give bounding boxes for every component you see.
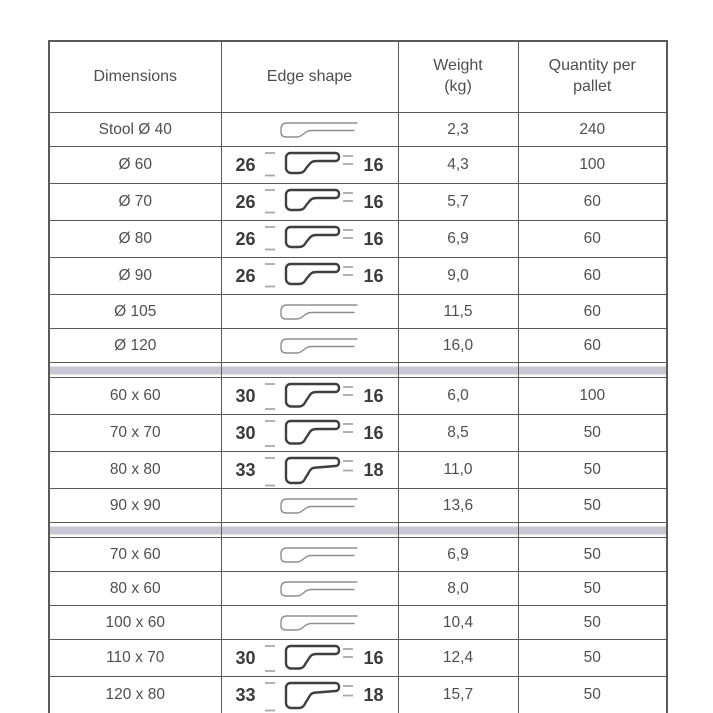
edge-profile-icon <box>264 452 356 488</box>
quantity-cell: 60 <box>518 184 667 221</box>
quantity-cell: 50 <box>518 415 667 452</box>
edge-thickness-left: 30 <box>235 648 256 668</box>
edge-shape <box>222 258 398 294</box>
column-header-dimensions <box>49 41 221 113</box>
table-row <box>49 221 667 258</box>
group-separator-band <box>221 523 398 538</box>
table-row <box>49 538 667 572</box>
column-header-line: Quantity per <box>548 57 636 75</box>
edge-profile-icon <box>264 184 356 220</box>
dimensions-cell: 90 x 90 <box>49 489 221 523</box>
edge-thickness-right: 16 <box>363 192 384 212</box>
edge-shape-cell <box>221 184 398 221</box>
edge-shape-cell <box>221 452 398 489</box>
edge-shape <box>222 415 398 451</box>
edge-thickness-right: 16 <box>363 229 384 249</box>
group-separator-band <box>49 523 221 538</box>
edge-thickness-left: 26 <box>235 192 256 212</box>
edge-shape-cell <box>221 378 398 415</box>
dimensions-cell: 120 x 80 <box>49 677 221 713</box>
edge-shape-cell <box>221 295 398 329</box>
edge-thickness-left: 26 <box>235 155 256 175</box>
edge-thickness-right: 18 <box>363 460 384 480</box>
column-header-edge_shape <box>221 41 398 113</box>
table-row <box>49 677 667 713</box>
edge-shape <box>222 493 398 519</box>
edge-shape <box>222 184 398 220</box>
edge-thickness-left: 33 <box>235 685 256 705</box>
group-separator-band <box>518 523 667 538</box>
table-row <box>49 415 667 452</box>
edge-thickness-left: 26 <box>235 229 256 249</box>
quantity-cell: 50 <box>518 489 667 523</box>
table-row <box>49 295 667 329</box>
edge-thickness-right: 16 <box>363 266 384 286</box>
group-separator-band <box>398 523 518 538</box>
column-header-line: Weight <box>433 57 483 75</box>
edge-thickness-left: 30 <box>235 386 256 406</box>
dimensions-cell: Ø 90 <box>49 258 221 295</box>
edge-profile-icon <box>260 117 360 143</box>
weight-cell: 12,4 <box>398 640 518 677</box>
quantity-cell: 50 <box>518 606 667 640</box>
table-row <box>49 147 667 184</box>
edge-thickness-right: 16 <box>363 423 384 443</box>
edge-profile-icon <box>264 221 356 257</box>
edge-shape <box>222 452 398 488</box>
column-header-line: (kg) <box>444 78 472 95</box>
edge-shape-cell <box>221 147 398 184</box>
edge-shape-cell <box>221 329 398 363</box>
weight-cell: 4,3 <box>398 147 518 184</box>
table-row <box>49 572 667 606</box>
weight-cell: 11,0 <box>398 452 518 489</box>
edge-thickness-right: 18 <box>363 685 384 705</box>
dimensions-cell: 60 x 60 <box>49 378 221 415</box>
dimensions-cell: 80 x 80 <box>49 452 221 489</box>
quantity-cell: 100 <box>518 378 667 415</box>
edge-shape-cell <box>221 606 398 640</box>
quantity-cell: 50 <box>518 640 667 677</box>
edge-shape <box>222 299 398 325</box>
table-row <box>49 452 667 489</box>
quantity-cell: 240 <box>518 113 667 147</box>
quantity-cell: 50 <box>518 538 667 572</box>
edge-shape <box>222 147 398 183</box>
edge-shape <box>222 542 398 568</box>
edge-shape-cell <box>221 221 398 258</box>
column-header-line: pallet <box>573 78 612 95</box>
edge-profile-icon <box>264 147 356 183</box>
edge-profile-icon <box>264 640 356 676</box>
table-body <box>49 113 667 713</box>
edge-shape-cell <box>221 258 398 295</box>
edge-shape <box>222 610 398 636</box>
weight-cell: 16,0 <box>398 329 518 363</box>
dimensions-cell: Ø 70 <box>49 184 221 221</box>
quantity-cell: 50 <box>518 572 667 606</box>
group-separator-band <box>518 363 667 378</box>
edge-shape <box>222 333 398 359</box>
dimensions-cell: 70 x 60 <box>49 538 221 572</box>
product-spec-table <box>48 40 668 713</box>
edge-profile-icon <box>260 493 360 519</box>
edge-profile-icon <box>260 542 360 568</box>
edge-profile-icon <box>264 415 356 451</box>
table-header <box>49 41 667 113</box>
edge-profile-icon <box>260 299 360 325</box>
group-separator-band <box>221 363 398 378</box>
edge-thickness-left: 26 <box>235 266 256 286</box>
weight-cell: 10,4 <box>398 606 518 640</box>
edge-thickness-right: 16 <box>363 386 384 406</box>
edge-shape-cell <box>221 113 398 147</box>
edge-shape-cell <box>221 572 398 606</box>
edge-thickness-left: 33 <box>235 460 256 480</box>
edge-shape <box>222 640 398 676</box>
quantity-cell: 60 <box>518 258 667 295</box>
dimensions-cell: Stool Ø 40 <box>49 113 221 147</box>
edge-profile-icon <box>260 576 360 602</box>
edge-shape <box>222 221 398 257</box>
edge-shape <box>222 378 398 414</box>
group-separator-band <box>49 363 221 378</box>
quantity-cell: 100 <box>518 147 667 184</box>
dimensions-cell: Ø 80 <box>49 221 221 258</box>
weight-cell: 13,6 <box>398 489 518 523</box>
edge-shape <box>222 117 398 143</box>
weight-cell: 6,9 <box>398 221 518 258</box>
weight-cell: 2,3 <box>398 113 518 147</box>
table-row <box>49 113 667 147</box>
edge-profile-icon <box>260 610 360 636</box>
weight-cell: 6,0 <box>398 378 518 415</box>
quantity-cell: 60 <box>518 295 667 329</box>
quantity-cell: 60 <box>518 329 667 363</box>
weight-cell: 8,0 <box>398 572 518 606</box>
edge-profile-icon <box>264 378 356 414</box>
column-header-weight <box>398 41 518 113</box>
edge-thickness-right: 16 <box>363 648 384 668</box>
dimensions-cell: Ø 120 <box>49 329 221 363</box>
weight-cell: 5,7 <box>398 184 518 221</box>
edge-shape-cell <box>221 640 398 677</box>
header-row <box>49 41 667 113</box>
column-header-line: Edge shape <box>266 67 353 85</box>
table-row <box>49 606 667 640</box>
edge-shape <box>222 576 398 602</box>
weight-cell: 9,0 <box>398 258 518 295</box>
quantity-cell: 60 <box>518 221 667 258</box>
dimensions-cell: 80 x 60 <box>49 572 221 606</box>
dimensions-cell: 110 x 70 <box>49 640 221 677</box>
table-row <box>49 258 667 295</box>
column-header-line: Dimensions <box>93 67 178 85</box>
edge-profile-icon <box>264 258 356 294</box>
weight-cell: 8,5 <box>398 415 518 452</box>
table-row <box>49 640 667 677</box>
weight-cell: 15,7 <box>398 677 518 713</box>
edge-shape <box>222 677 398 713</box>
dimensions-cell: Ø 60 <box>49 147 221 184</box>
dimensions-cell: Ø 105 <box>49 295 221 329</box>
weight-cell: 11,5 <box>398 295 518 329</box>
table-row <box>49 329 667 363</box>
quantity-cell: 50 <box>518 677 667 713</box>
column-header-quantity <box>518 41 667 113</box>
edge-shape-cell <box>221 677 398 713</box>
group-separator-row <box>49 523 667 538</box>
edge-shape-cell <box>221 538 398 572</box>
table-row <box>49 489 667 523</box>
edge-thickness-left: 30 <box>235 423 256 443</box>
weight-cell: 6,9 <box>398 538 518 572</box>
group-separator-row <box>49 363 667 378</box>
dimensions-cell: 100 x 60 <box>49 606 221 640</box>
edge-thickness-right: 16 <box>363 155 384 175</box>
dimensions-cell: 70 x 70 <box>49 415 221 452</box>
edge-shape-cell <box>221 489 398 523</box>
edge-shape-cell <box>221 415 398 452</box>
table-row <box>49 184 667 221</box>
quantity-cell: 50 <box>518 452 667 489</box>
table-row <box>49 378 667 415</box>
group-separator-band <box>398 363 518 378</box>
edge-profile-icon <box>260 333 360 359</box>
edge-profile-icon <box>264 677 356 713</box>
